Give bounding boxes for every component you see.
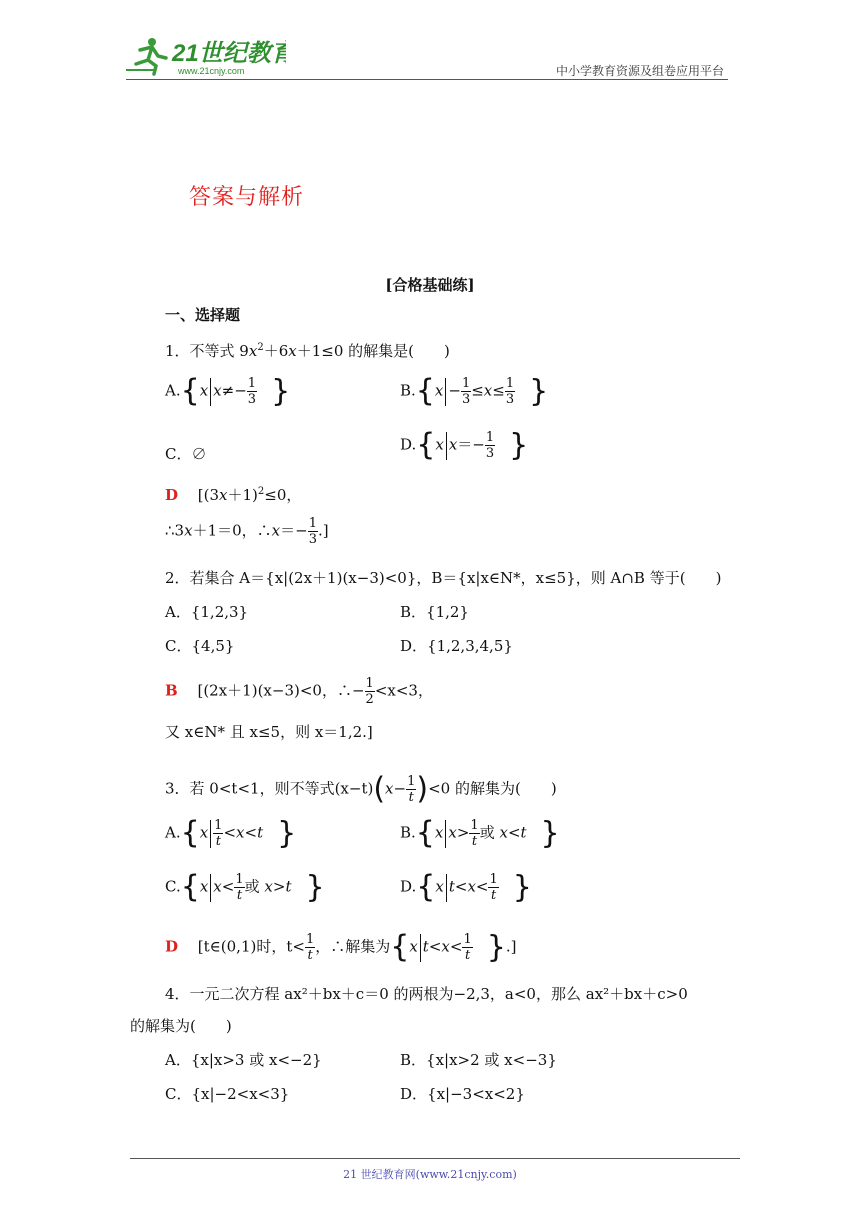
q2-answer: B [165,681,178,700]
q3-option-c: C.{x x< $\frac{1}{t}$ 或 x>t } [165,869,325,905]
q1-option-d: D.{x x＝− $\frac{1}{3}$ } [400,427,529,463]
q3-explanation: D [t∈(0,1)时，t< $\frac{1}{t}$ ，∴解集为{x t<x< $\frac{1}{t}$ }.] [165,929,517,965]
q3-option-a: A.{x $\frac{1}{t}$ <x<t } [165,815,297,851]
page-title: 答案与解析 [189,185,305,210]
header-platform-text: 中小学教育资源及组卷应用平台 [555,64,724,78]
q4-option-c: C．{x|−2<x<3} [165,1085,290,1103]
footer-link[interactable]: 21 世纪教育网(www.21cnjy.com) [343,1168,517,1181]
q2-stem: 2．若集合 A＝{x|(2x＋1)(x−3)<0}，B＝{x|x∈N*，x≤5}，则 A∩B 等于( ) [165,569,722,587]
q2-option-b: B．{1,2} [400,603,469,621]
q2-option-d: D．{1,2,3,4,5} [400,637,513,655]
svg-text:www.21cnjy.com: www.21cnjy.com [178,66,245,76]
site-logo [126,34,286,78]
q1-answer: D [165,486,179,504]
q1-explanation-1: D [$(3x+1)^2\le 0$， [165,486,302,504]
q2-option-a: A．{1,2,3} [165,603,249,621]
q1-option-a: A.{x x≠− $\frac{1}{3}$ } [165,373,291,409]
q1-stem: 1．不等式 $9x^2+6x+1\le 0$ 的解集是( ) [165,342,450,360]
q3-option-b: B.{x x> $\frac{1}{t}$ 或 x<t } [400,815,560,851]
logo-runner-icon [126,34,286,78]
q4-option-b: B．{x|x>2 或 x<−3} [400,1051,557,1069]
q4-stem-line-1: 4．一元二次方程 ax²＋bx＋c＝0 的两根为−2,3，a<0，那么 ax²＋bx＋c>0 [165,985,688,1003]
q1-option-b: B.{x − $\frac{1}{3}$ ≤x≤ $\frac{1}{3}$ } [400,373,549,409]
section-heading: [合格基础练] [385,276,475,294]
q4-stem-line-2: 的解集为( ) [130,1017,232,1035]
q2-explanation-1: B [(2x＋1)(x−3)<0，∴− $\frac{1}{2}$ <x<3， [165,676,433,707]
q4-option-a: A．{x|x>3 或 x<−2} [165,1051,322,1069]
q3-option-d: D.{x t<x< $\frac{1}{t}$ } [400,869,532,905]
q2-option-c: C．{4,5} [165,637,235,655]
q2-explanation-2: 又 x∈N* 且 x≤5，则 x＝1,2.] [165,723,373,741]
q4-option-d: D．{x|−3<x<2} [400,1085,525,1103]
q1-explanation-2: ∴3x＋1＝0，∴x＝− $\frac{1}{3}$ .] [165,516,329,547]
header-divider [126,79,728,80]
svg-text:21世纪教育: 21世纪教育 [172,40,286,67]
q3-stem: 3．若 0<t<1，则不等式(x−t)(x− $\frac{1}{t}$ )<0 的解集为( ) [165,771,557,807]
q1-option-c: C．∅ [165,445,207,463]
footer-divider [130,1158,740,1159]
q3-answer: D [165,937,179,956]
part-heading: 一、选择题 [165,306,241,324]
